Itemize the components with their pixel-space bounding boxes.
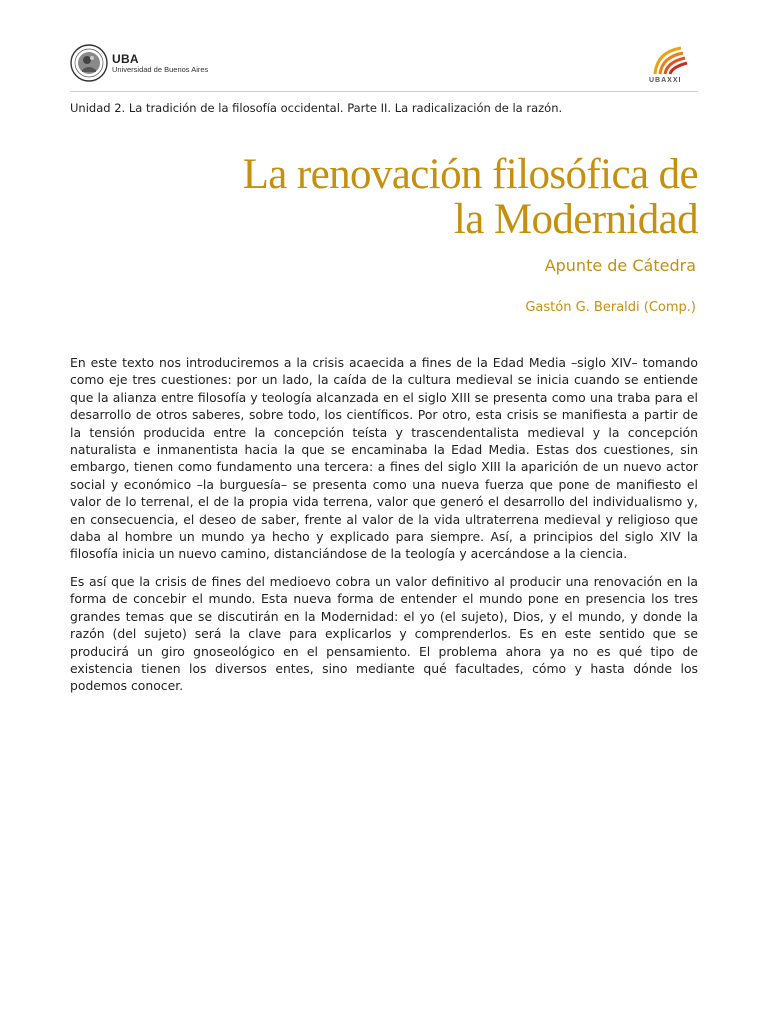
header-divider: [70, 91, 698, 92]
ubaxxi-logo-text: UBAXXI: [649, 77, 682, 84]
page-header: [0, 0, 768, 95]
document-author: Gastón G. Beraldi (Comp.): [525, 300, 696, 315]
body-text: [70, 354, 698, 705]
paragraph-2: Es así que la crisis de fines del medioevo cobra un valor definitivo al producir una renovación en la forma de concebir el mundo. Esta nueva forma de entender el mundo pone en presencia los tres grandes temas que se discutirán en la Modernidad: el yo (el sujeto), Dios, y el mundo, y donde la razón (del sujeto) será la clave para explicarlos y comprenderlos. Es en este sentido que se producirá un giro gnoseológico en el pensamiento. El problema ahora ya no es qué tipo de existencia tienen los diversos entes, sino mediante qué facultades, cómo y hasta dónde los podemos conocer.: [70, 573, 698, 694]
uba-full-name: Universidad de Buenos Aires: [112, 65, 209, 74]
uba-brand: [112, 53, 208, 75]
uba-abbr: UBA: [112, 52, 139, 66]
title-line-2: la Modernidad: [453, 196, 698, 243]
uba-seal-icon: [70, 44, 108, 82]
title-line-1: La renovación filosófica de: [242, 151, 698, 198]
unit-heading: Unidad 2. La tradición de la filosofía occidental. Parte II. La radicalización de la razón.: [70, 101, 563, 115]
document-subtitle: Apunte de Cátedra: [544, 256, 696, 275]
document-title: [138, 152, 698, 242]
paragraph-1: En este texto nos introduciremos a la crisis acaecida a fines de la Edad Media –siglo XIV– tomando como eje tres cuestiones: por un lado, la caída de la cultura medieval se inicia cuando se entiende que la alianza entre filosofía y teología alcanzada en el siglo XIII se presenta como una traba para el desarrollo de otros saberes, sobre todo, los científicos. Por otro, esta crisis se manifiesta a partir de la tensión producida entre la concepción teísta y trascendentalista medieval y la concepción naturalista e inmanentista hacia la que se encaminaba la Edad Media. Estas dos cuestiones, sin embargo, tienen como fundamento una tercera: a fines del siglo XIII la aparición de un nuevo actor social y económico –la burguesía– se presenta como una nueva fuerza que pone de manifiesto el valor de lo terrenal, el de la propia vida terrena, valor que generó el desarrollo del individualismo y, en consecuencia, el deseo de saber, frente al valor de la vida ultraterrena medieval y religioso que daba al hombre un mundo ya hecho y explicado para siempre. Así, a principios del siglo XIV la filosofía inicia un nuevo camino, distanciándose de la teología y acercándose a la ciencia.: [70, 355, 698, 562]
